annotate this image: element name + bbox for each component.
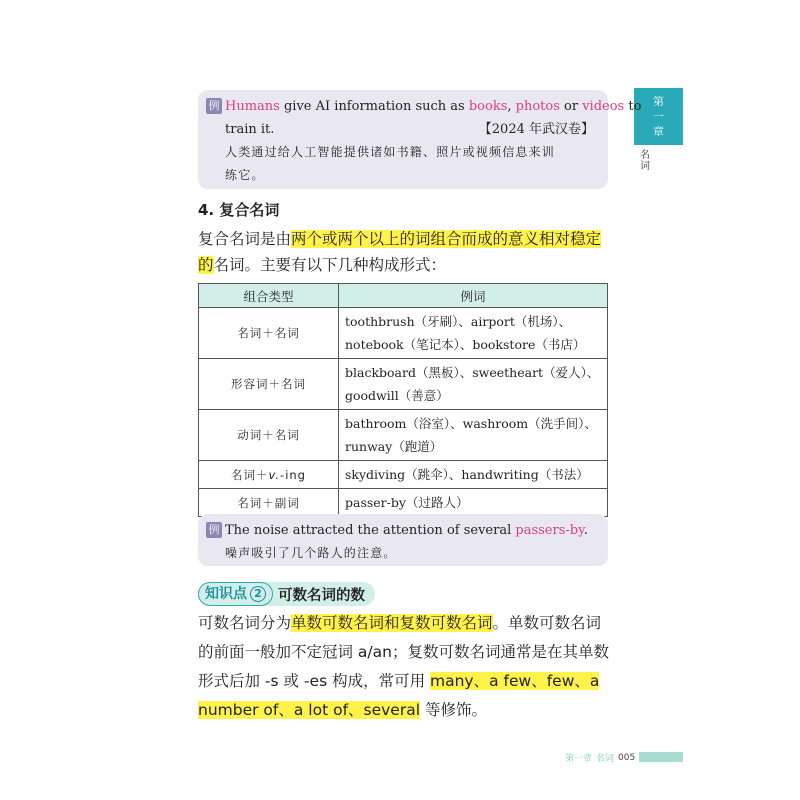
example-words-line: runway（跑道）: [345, 439, 443, 454]
example-words-line: passer-by（过路人）: [345, 495, 469, 510]
chapter-tab-char: 第: [653, 95, 664, 108]
highlighted-text: 两个或两个以上的词组合而成的意义相对稳: [291, 230, 586, 248]
example-text: ,: [507, 99, 516, 114]
knowledge-point-title: 可数名词的数: [278, 587, 365, 604]
footer-bar: [639, 752, 683, 762]
type-italic: v.: [268, 467, 281, 482]
example-text: The noise attracted the attention of several: [225, 523, 516, 538]
page-footer: [565, 751, 635, 764]
highlighted-text: 定的: [198, 230, 602, 274]
example-text: train it.: [225, 122, 275, 137]
example-translation: 人类通过给人工智能提供诸如书籍、照片或视频信息来训: [225, 145, 556, 159]
table-header-row: [199, 284, 608, 308]
example-text: to: [624, 99, 642, 114]
page-number: 005: [618, 752, 636, 763]
section-paragraph: [198, 226, 613, 278]
chapter-tab: [634, 88, 683, 145]
chapter-tab-char: 一: [653, 110, 664, 123]
chapter-tab-char: 章: [653, 125, 664, 138]
example-words-line: blackboard（黑板）、sweetheart（爱人）、: [345, 365, 600, 380]
example-words: [339, 410, 608, 461]
example-text: or: [559, 99, 583, 114]
table-row: [199, 461, 608, 489]
section-heading: 4. 复合名词: [198, 201, 280, 219]
example-translation: 练它。: [225, 168, 265, 182]
example-words: [339, 308, 608, 359]
highlighted-text: a number of、a lot of、several: [198, 672, 600, 719]
knowledge-point-label: 知识点: [205, 585, 247, 602]
combination-type: 名词＋名词: [199, 308, 339, 359]
combination-type: 形容词＋名词: [199, 359, 339, 410]
para-text: 等修饰。: [420, 701, 487, 719]
para-text: 名词。主要有以下几种构成形式：: [213, 256, 447, 274]
highlight-word: photos: [515, 99, 560, 114]
table-header: 例词: [339, 284, 608, 308]
footer-chapter: 第一章: [565, 754, 593, 764]
table-row: [199, 308, 608, 359]
example-translation: 噪声吸引了几个路人的注意。: [225, 546, 397, 560]
example-tag: 例: [206, 522, 222, 538]
combination-type: [199, 461, 339, 489]
type-text: 名词＋: [231, 467, 269, 482]
example-words-line: toothbrush（牙刷）、airport（机场）、: [345, 314, 572, 329]
example-tag: 例: [206, 98, 222, 114]
chapter-side-label: [640, 150, 652, 172]
combination-type: 名词＋副词: [199, 489, 339, 517]
highlight-word: Humans: [225, 99, 280, 114]
knowledge-point-header: [198, 582, 375, 606]
highlighted-text: 单数可数名词和复数可数名词: [291, 614, 493, 632]
footer-section: 名词: [596, 754, 615, 764]
para-text: 复合名词是由: [198, 230, 292, 248]
compound-noun-table: [198, 283, 608, 517]
example-en-line-2: [206, 118, 600, 141]
highlighted-text: many、a few、few、: [430, 672, 590, 690]
para-text: 。单数可数名词的前面一般加不定冠词 a/an；复数可数名词通常是在其单数形式后加 -s 或 -es 构成，常可用: [198, 614, 609, 690]
example-en-line: [206, 95, 642, 118]
example-words: [339, 489, 608, 517]
knowledge-paragraph: [198, 609, 613, 725]
highlight-word: videos: [582, 99, 625, 114]
example-words-line: goodwill（善意）: [345, 388, 449, 403]
table-header: 组合类型: [199, 284, 339, 308]
table-row: [199, 489, 608, 517]
example-words-line: notebook（笔记本）、bookstore（书店）: [345, 337, 586, 352]
table-row: [199, 410, 608, 461]
example-box: [198, 514, 608, 566]
knowledge-point-number: 2: [250, 586, 266, 602]
knowledge-point-badge: [198, 582, 273, 606]
example-text: give AI information such as: [279, 99, 469, 114]
combination-type: 动词＋名词: [199, 410, 339, 461]
example-en-line: [206, 519, 600, 542]
example-text: .: [583, 523, 588, 538]
example-words-line: bathroom（浴室）、washroom（洗手间）、: [345, 416, 597, 431]
highlight-word: books: [468, 99, 508, 114]
example-box: [198, 90, 642, 189]
type-text: -ing: [280, 467, 306, 482]
example-words-line: skydiving（跳伞）、handwriting（书法）: [345, 467, 589, 482]
para-text: 可数名词分为: [198, 614, 292, 632]
example-words: [339, 359, 608, 410]
table-row: [199, 359, 608, 410]
highlight-word: passers-by: [515, 523, 584, 538]
chapter-side-char: 词: [640, 161, 650, 172]
chapter-side-char: 名: [640, 150, 650, 161]
source-citation: 【2024 年武汉卷】: [478, 122, 594, 137]
example-words: [339, 461, 608, 489]
